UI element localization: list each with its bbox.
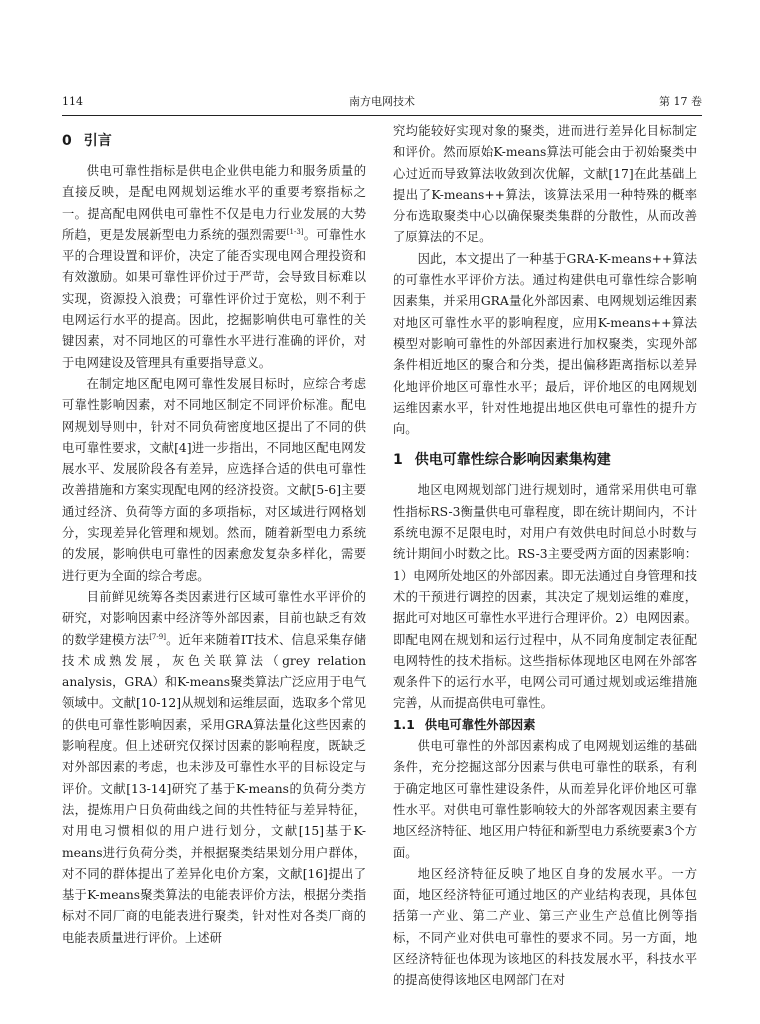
citation: [7-9]: [149, 632, 166, 641]
volume-label: 第 17 卷: [659, 95, 702, 108]
section-title: 引言: [83, 133, 112, 149]
paragraph: 因此，本文提出了一种基于GRA-K-means++算法的可靠性水平评价方法。通过构建供电可靠性综合影响因素集，并采用GRA量化外部因素、电网规划运维因素对地区可靠性水平的影响程度，应用K-means++算法模型对影响可靠性的外部因素进行加权聚类，实现外部条件相近地区的聚合和分类，提出偏移距离指标以差异化地评价地区可靠性水平；最后，评价地区的电网规划运维因素水平，针对性地提出地区供电可靠性的提升方向。: [393, 251, 697, 437]
right-column: [393, 121, 697, 992]
subsection-number: 1.1: [393, 717, 415, 732]
page-number: 114: [62, 95, 83, 108]
paragraph: 供电可靠性的外部因素构成了电网规划运维的基础条件，充分挖掘这部分因素与供电可靠性的联系，有利于确定地区可靠性建设条件，从而差异化评价地区可靠性水平。对供电可靠性影响较大的外部客观因素主要有地区经济特征、地区用户特征和新型电力系统要素3个方面。: [393, 739, 697, 860]
journal-name: 南方电网技术: [349, 95, 415, 108]
paragraph: [62, 161, 366, 374]
subsection-title: 供电可靠性外部因素: [424, 717, 536, 732]
paragraph: 地区电网规划部门进行规划时，通常采用供电可靠性指标RS-3衡量供电可靠程度，即在统计期间内，不计系统电源不足限电时，对用户有效供电时间总小时数与统计期间小时数之比。RS-3主要受两方面的因素影响：1）电网所处地区的外部因素。即无法通过自身管理和技术的干预进行调控的因素，其决定了规划运维的难度，据此可对地区可靠性水平进行合理评价。2）电网因素。即配电网在规划和运行过程中，从不同角度制定表征配电网特性的技术指标。这些指标体现地区电网在外部客观条件下的运行水平，电网公司可通过规划或运维措施完善，从而提高供电可靠性。: [393, 483, 697, 711]
paragraph-continued: 究均能较好实现对象的聚类，进而进行差异化目标制定和评价。然而原始K-means算法可能会由于初始聚类中心过近而导致算法收敛到次优解，文献[17]在此基础上提出了K-means++算法，该算法采用一种特殊的概率分布选取聚类中心以确保聚类集群的分散性，从而改善了原算法的不足。: [393, 124, 697, 245]
paragraph: [62, 587, 366, 949]
left-column: [62, 121, 366, 949]
header-rule: [62, 115, 702, 116]
subsection-heading-1-1: [393, 715, 697, 736]
section-title: 供电可靠性综合影响因素集构建: [414, 452, 611, 469]
paragraph-text: 在制定地区配电网可靠性发展目标时，应综合考虑可靠性影响因素，对不同地区制定不同评价标准。配电网规划导则中，针对不同负荷密度地区提出了不同的供电可靠性要求，文献[4]进一步指出，不同地区配电网发展水平、发展阶段各有差异，应选择合适的供电可靠性改善措施和方案实现配电网的经济投资。文献[5-6]主要通过经济、负荷等方面的多项指标，对区域进行网格划分，实现差异化管理和规划。然而，随着新型电力系统的发展，影响供电可靠性的因素愈发复杂多样化，需要进行更为全面的综合考虑。: [62, 376, 366, 583]
paragraph-text: 供电可靠性指标是供电企业供电能力和服务质量的直接反映，是配电网规划运维水平的重要考察指标之一。提高配电网供电可靠性不仅是电力行业发展的大势所趋，更是发展新型电力系统的强烈需要: [62, 164, 366, 242]
paragraph: 地区经济特征反映了地区自身的发展水平。一方面，地区经济特征可通过地区的产业结构表现，具体包括第一产业、第二产业、第三产业生产总值比例等指标，不同产业对供电可靠性的要求不同。另一方面，地区经济特征也体现为该地区的科技发展水平，科技水平的提高使得该地区电网部门在对: [393, 866, 697, 988]
paragraph: [62, 374, 366, 587]
section-heading-introduction: [62, 130, 366, 152]
section-number: 0: [62, 133, 72, 149]
paragraph-text: 。近年来随着IT技术、信息采集存储技术成熟发展，灰色关联算法（grey relation analysis，GRA）和K-means聚类算法广泛应用于电气领域中。文献[10-12]从规划和运维层面，选取多个常见的供电可靠性影响因素，采用GRA算法量化这些因素的影响程度。但上述研究仅探讨因素的影响程度，既缺乏对外部因素的考虑，也未涉及可靠性水平的目标设定与评价。文献[13-14]研究了基于K-means的负荷分类方法，提炼用户日负荷曲线之间的共性特征与差异特征，对用电习惯相似的用户进行划分，文献[15]基于K-means进行负荷分类，并根据聚类结果划分用户群体，对不同的群体提出了差异化电价方案，文献[16]提出了基于K-means聚类算法的电能表评价方法，根据分类指标对不同厂商的电能表进行聚类，针对性对各类厂商的电能表质量进行评价。上述研: [62, 632, 366, 945]
paragraph-text: 。可靠性水平的合理设置和评价，决定了能否实现电网合理投资和有效激励。如果可靠性评价过于严苛，会导致目标难以实现，资源投入浪费；可靠性评价过于宽松，则不利于电网运行水平的提高。因此，挖掘影响供电可靠性的关键因素，对不同地区的可靠性水平进行准确的评价，对于电网建设及管理具有重要指导意义。: [62, 227, 366, 370]
section-number: 1: [393, 452, 403, 469]
paragraph-text: 目前鲜见统筹各类因素进行区域可靠性水平评价的研究，对影响因素中经济等外部因素，目前也缺乏有效的数学建模方法: [62, 589, 366, 647]
citation: [1-3]: [286, 227, 304, 236]
section-heading-1: [393, 449, 697, 471]
running-header: [62, 93, 702, 111]
